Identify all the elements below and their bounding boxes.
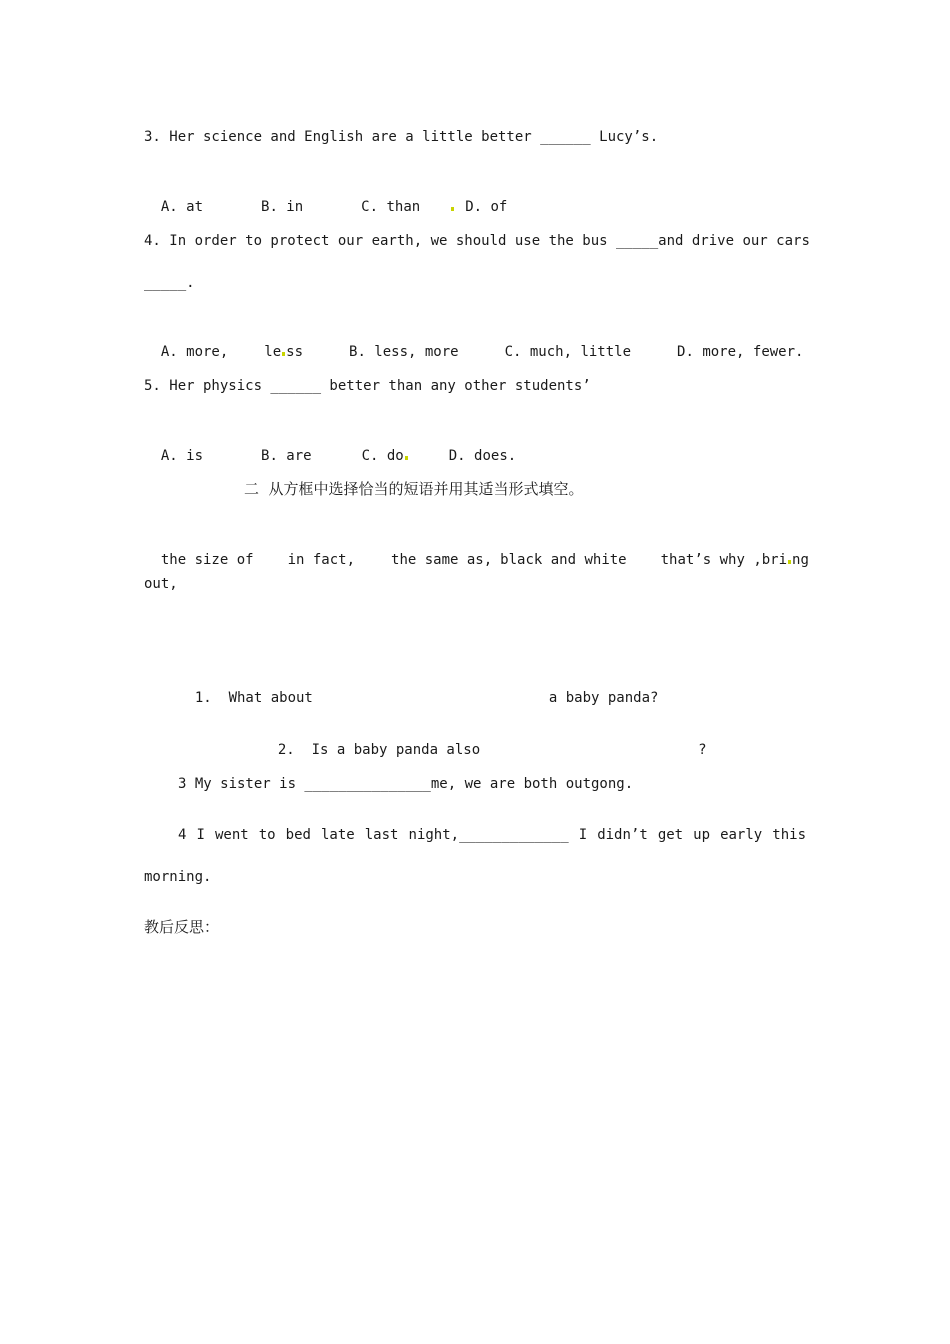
s4-word: didn’t — [597, 827, 648, 843]
ink-dot — [788, 560, 791, 564]
phrase-box-line1 — [144, 533, 809, 569]
s4-word: I — [578, 827, 588, 843]
fill-sentence-1 — [178, 671, 658, 707]
s4-word: to — [258, 827, 276, 843]
s4-word: night,_____________ — [408, 827, 569, 843]
q4-option-a: A. more, — [160, 344, 229, 360]
q3-option-b: B. in — [261, 199, 304, 215]
s2-end: ? — [698, 742, 707, 758]
reflection-label: 教后反思： — [144, 918, 220, 936]
q5-option-b: B. are — [261, 448, 312, 464]
s4-word: early — [720, 827, 763, 843]
q3-option-d: D. of — [465, 199, 508, 215]
q5-option-d: D. does. — [448, 448, 517, 464]
q4-option-a2-part1: le — [264, 344, 282, 360]
q5-option-a: A. is — [160, 448, 204, 464]
q3-question: 3. Her science and English are a little better ______ Lucy’s. — [144, 129, 659, 145]
phrase-size-of: the size of — [160, 552, 254, 568]
s4-word: 4 — [178, 827, 187, 843]
q4-option-b: B. less, more — [349, 344, 459, 360]
q4-option-a2-part2: ss — [286, 344, 304, 360]
q5-option-c: C. do — [361, 448, 404, 464]
s1-end: a baby panda? — [548, 690, 659, 706]
phrase-in-fact: in fact, — [287, 552, 356, 568]
fill-sentence-4 — [178, 826, 806, 844]
phrase-thats-why: that’s why ,bri — [660, 552, 788, 568]
q3-option-c: C. than — [361, 199, 421, 215]
phrase-bring-end: ng — [792, 552, 809, 568]
ink-dot — [451, 207, 454, 211]
q4-question-text: 4. In order to protect our earth, we should use the bus _____and drive our cars — [144, 233, 810, 249]
s4-word: went — [214, 827, 249, 843]
ink-dot — [405, 456, 408, 460]
s4-word: this — [772, 827, 806, 843]
q4-question-line1 — [144, 232, 810, 250]
fill-sentence-2 — [261, 723, 707, 759]
ink-dot — [282, 352, 285, 356]
fill-sentence-4-line2: morning. — [144, 869, 212, 885]
phrase-box-line2: out, — [144, 576, 178, 592]
q3-option-a: A. at — [160, 199, 204, 215]
q4-option-c: C. much, little — [504, 344, 632, 360]
q4-option-d: D. more, fewer. — [677, 344, 804, 360]
q5-question: 5. Her physics ______ better than any other students’ — [144, 378, 591, 394]
phrase-black-and-white: black and white — [500, 552, 627, 568]
s2-start: 2. Is a baby panda also — [277, 742, 481, 758]
s4-word: get — [657, 827, 684, 843]
phrase-same-as: the same as, — [391, 552, 493, 568]
q4-options — [144, 325, 803, 361]
s4-word: bed — [285, 827, 311, 843]
s4-word: up — [693, 827, 711, 843]
fill-sentence-3: 3 My sister is _______________me, we are both outgong. — [178, 776, 634, 792]
s1-start: 1. What about — [194, 690, 313, 706]
q3-options — [144, 180, 507, 216]
s4-word: late — [320, 827, 355, 843]
s4-word: last — [364, 827, 399, 843]
q4-question-line2: _____. — [144, 275, 195, 291]
q5-options — [144, 429, 516, 465]
s4-word: I — [196, 827, 205, 843]
section2-heading: 二 从方框中选择恰当的短语并用其适当形式填空。 — [244, 480, 584, 498]
